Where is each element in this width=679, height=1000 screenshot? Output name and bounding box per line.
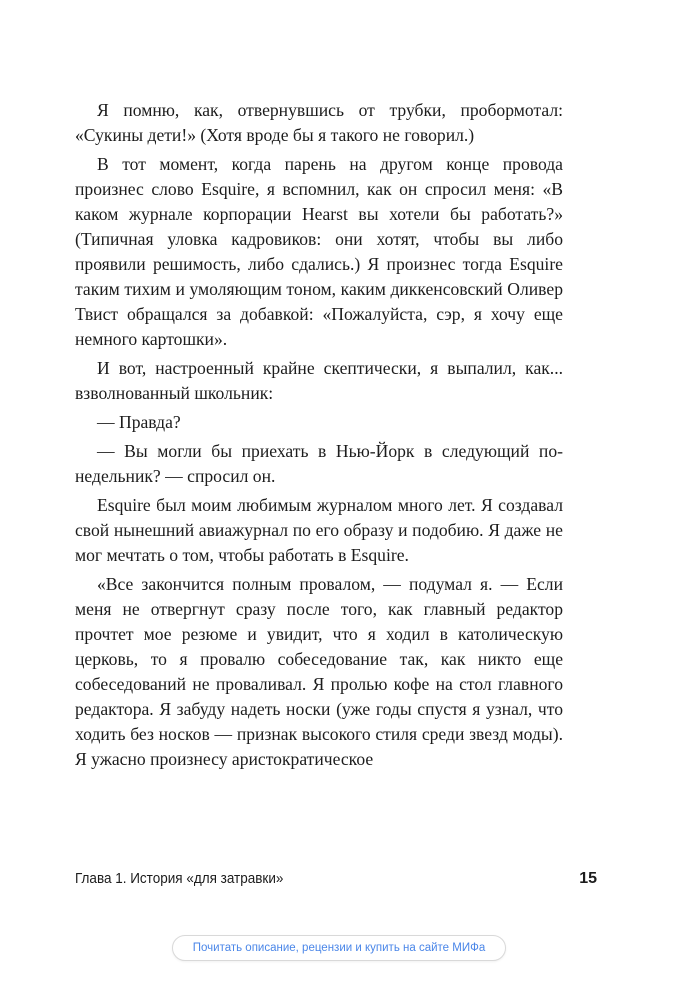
paragraph: Я помню, как, отвернувшись от трубки, пробормотал: «Сукины дети!» (Хотя вроде бы я такого не говорил.) [75,100,563,145]
promo-link-button[interactable]: Почитать описание, рецензии и купить на сайте МИФа [172,935,506,961]
paragraph: И вот, настроенный крайне скептически, я выпалил, как... взволнованный школьник: [75,358,563,403]
chapter-title: Глава 1. История «для затравки» [75,870,284,887]
paragraph: Esquire был моим любимым журналом много лет. Я создавал свой нынешний авиажурнал по его образу и подобию. Я даже не мог мечтать о том, чтобы работать в Esquire. [75,495,563,565]
page-footer [75,869,597,891]
paragraph: «Все закончится полным провалом, — подумал я. — Если меня не отвергнут сразу после того, как главный редактор прочтет мое резюме и увидит, что я ходил в католическую церковь, то я провалю собеседование так, как никто еще собеседований не проваливал. Я пролью кофе на стол главного редактора. Я забуду надеть носки (уже годы спустя я узнал, что ходить без носков — признак высокого стиля среди звезд моды). Я ужасно произнесу аристократическое [75,574,563,769]
page-number: 15 [579,870,597,887]
body-text [75,98,563,776]
paragraph: В тот момент, когда парень на другом конце провода произнес слово Esquire, я вспомнил, как он спросил меня: «В каком журнале корпорации Hearst вы хотели бы работать?» (Типичная уловка кадровиков: они хотят, чтобы вы либо проявили решимость, либо сдались.) Я произнес тогда Esquire таким тихим и умоляющим тоном, каким диккенсовский Оливер Твист обращался за добавкой: «Пожалуйста, сэр, я хочу еще немного картошки». [75,154,563,349]
paragraph: — Правда? [97,412,181,432]
paragraph: — Вы могли бы приехать в Нью-Йорк в следующий понедельник? — спросил он. [75,441,563,486]
